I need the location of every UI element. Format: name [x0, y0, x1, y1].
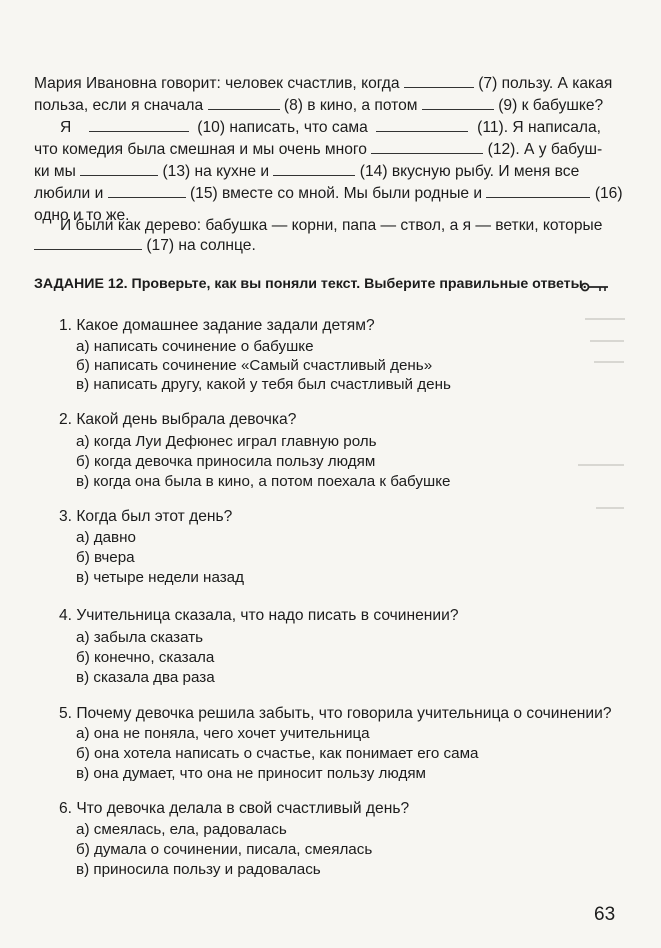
story-line-4: что комедия была смешная и мы очень много (12). А у бабуш-: [34, 141, 603, 158]
blank-10[interactable]: [89, 119, 189, 132]
blank-8[interactable]: [208, 97, 280, 110]
question-5-option-b[interactable]: б) она хотела написать о счастье, как понимает его сама: [76, 745, 479, 762]
question-4: 4. Учительница сказала, что надо писать в сочинении?: [59, 607, 459, 624]
question-3-option-b[interactable]: б) вчера: [76, 549, 135, 566]
show-through-mark: [594, 361, 624, 363]
story-line-2: польза, если я сначала (8) в кино, а потом (9) к бабушке?: [34, 97, 604, 114]
key-icon: [580, 281, 610, 293]
question-6-option-a[interactable]: а) смеялась, ела, радовалась: [76, 821, 287, 838]
blank-15[interactable]: [108, 185, 186, 198]
story-line-1: Мария Ивановна говорит: человек счастлив, когда (7) пользу. А какая: [34, 75, 613, 92]
story-line-8b: И были как дерево: бабушка — корни, папа — ствол, а я — ветки, которые: [60, 217, 603, 234]
question-2: 2. Какой день выбрала девочка?: [59, 411, 297, 428]
question-1-option-b[interactable]: б) написать сочинение «Самый счастливый день»: [76, 357, 433, 374]
show-through-mark: [578, 464, 624, 466]
question-1-option-c[interactable]: в) написать другу, какой у тебя был счастливый день: [76, 376, 451, 393]
blank-13[interactable]: [80, 163, 158, 176]
question-4-option-b[interactable]: б) конечно, сказала: [76, 649, 215, 666]
story-line-3: Я (10) написать, что сама (11). Я написала,: [60, 119, 601, 136]
page-number: 63: [594, 904, 616, 925]
blank-16[interactable]: [486, 185, 590, 198]
show-through-mark: [585, 318, 625, 320]
question-3-option-c[interactable]: в) четыре недели назад: [76, 569, 244, 586]
question-6-option-b[interactable]: б) думала о сочинении, писала, смеялась: [76, 841, 373, 858]
blank-7[interactable]: [404, 75, 474, 88]
story-line-9: (17) на солнце.: [34, 237, 256, 255]
question-5-option-a[interactable]: а) она не поняла, чего хочет учительница: [76, 725, 370, 742]
blank-11[interactable]: [376, 119, 468, 132]
question-3-option-a[interactable]: а) давно: [76, 529, 136, 546]
question-6: 6. Что девочка делала в свой счастливый день?: [59, 800, 410, 817]
question-5-option-c[interactable]: в) она думает, что она не приносит пользу людям: [76, 765, 426, 782]
question-3: 3. Когда был этот день?: [59, 508, 233, 525]
question-1-option-a[interactable]: а) написать сочинение о бабушке: [76, 338, 314, 355]
blank-14[interactable]: [273, 163, 355, 176]
question-2-option-a[interactable]: а) когда Луи Дефюнес играл главную роль: [76, 433, 377, 450]
show-through-mark: [596, 507, 624, 509]
question-4-option-a[interactable]: а) забыла сказать: [76, 629, 204, 646]
story-line-6: любили и (15) вместе со мной. Мы были родные и (16): [34, 185, 623, 202]
show-through-mark: [590, 340, 624, 342]
story-line-7: одно и то же.: [34, 207, 130, 224]
question-1: 1. Какое домашнее задание задали детям?: [59, 317, 375, 334]
question-2-option-c[interactable]: в) когда она была в кино, а потом поехала к бабушке: [76, 473, 451, 490]
blank-17[interactable]: [34, 237, 142, 250]
question-6-option-c[interactable]: в) приносила пользу и радовалась: [76, 861, 321, 878]
task-header: ЗАДАНИЕ 12. Проверьте, как вы поняли текст. Выберите правильные ответы.: [34, 276, 587, 292]
question-4-option-c[interactable]: в) сказала два раза: [76, 669, 215, 686]
question-2-option-b[interactable]: б) когда девочка приносила пользу людям: [76, 453, 376, 470]
blank-12[interactable]: [371, 141, 483, 154]
blank-9[interactable]: [422, 97, 494, 110]
question-5: 5. Почему девочка решила забыть, что говорила учительница о сочинении?: [59, 705, 612, 722]
story-line-5: ки мы (13) на кухне и (14) вкусную рыбу. И меня все: [34, 163, 580, 180]
